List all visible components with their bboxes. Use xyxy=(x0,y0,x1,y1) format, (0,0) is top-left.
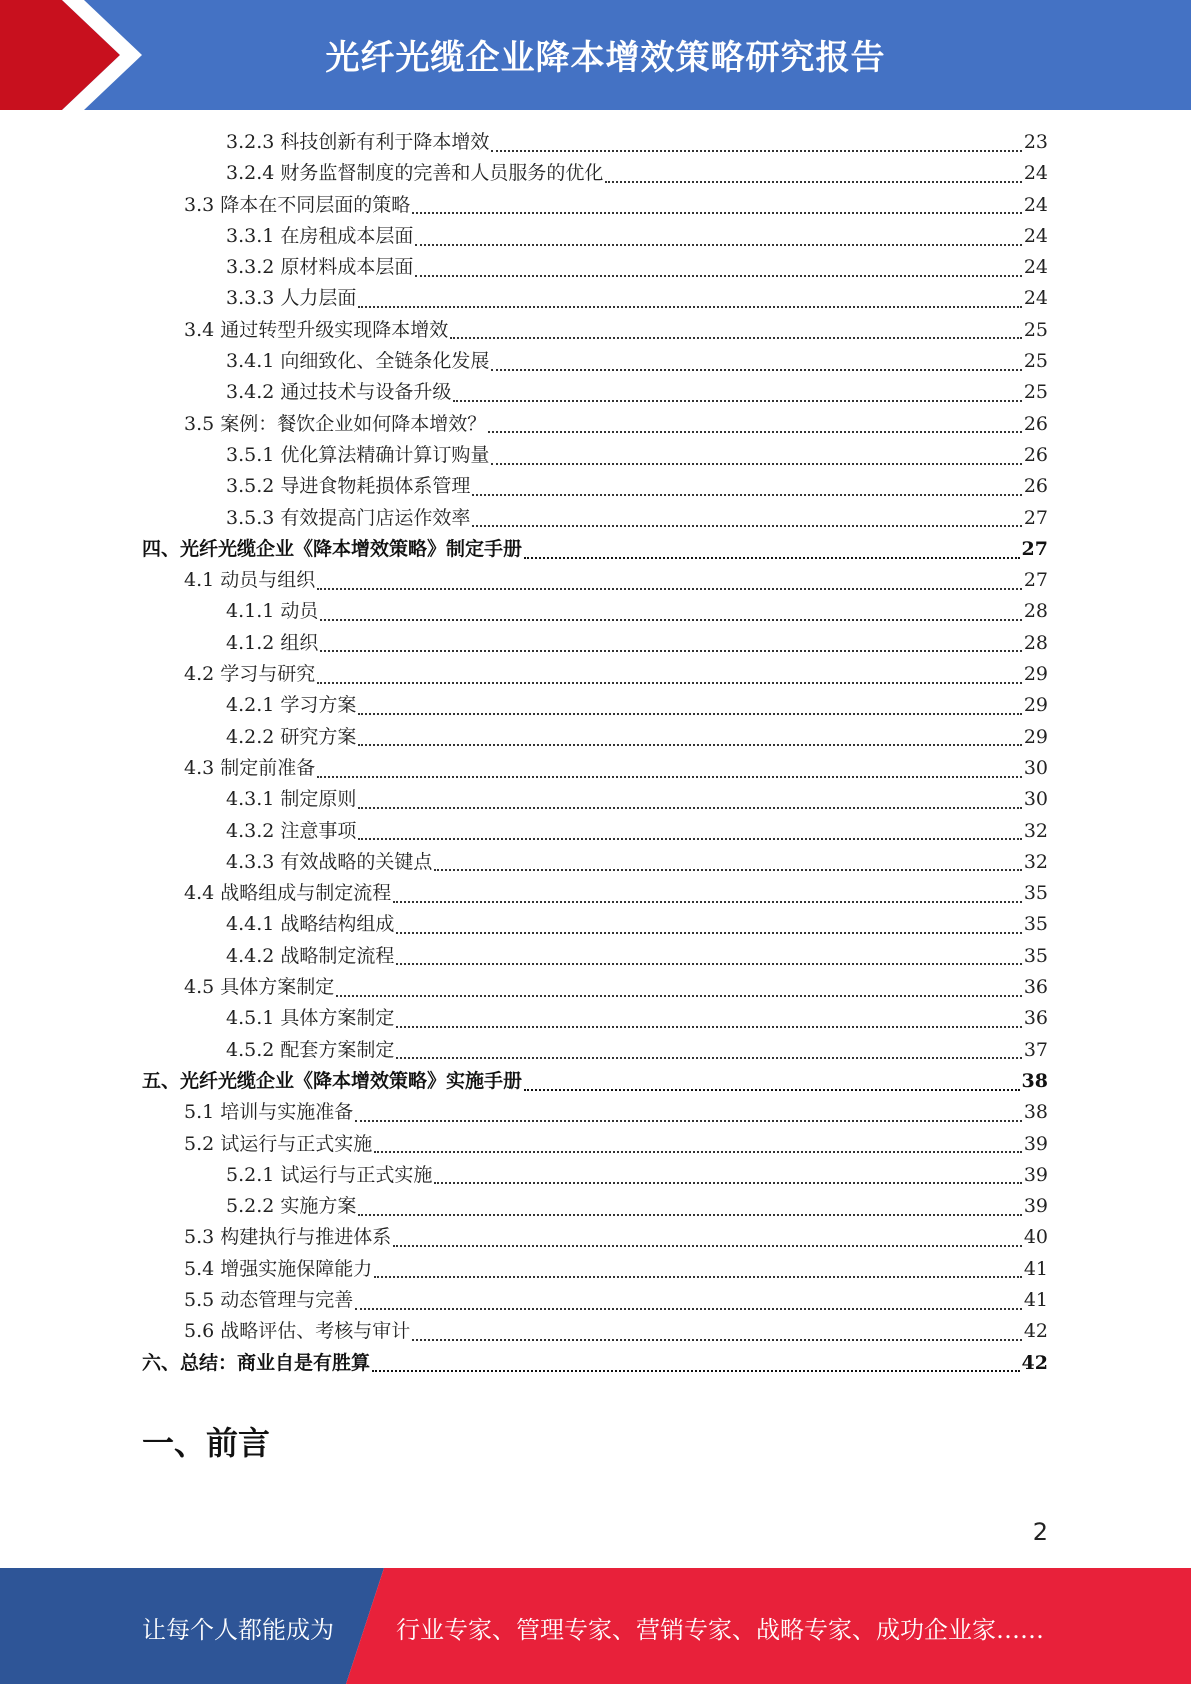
toc-entry[interactable] xyxy=(142,690,1048,721)
toc-entry[interactable] xyxy=(142,753,1048,784)
toc-entry[interactable] xyxy=(142,1066,1048,1097)
toc-entry-page: 26 xyxy=(1023,412,1048,435)
toc-leader-dots xyxy=(355,1120,1022,1122)
toc-entry-page: 26 xyxy=(1023,475,1048,498)
toc-entry[interactable] xyxy=(142,1348,1048,1379)
toc-entry-page: 41 xyxy=(1023,1288,1048,1311)
toc-entry-page: 39 xyxy=(1023,1163,1048,1186)
toc-leader-dots xyxy=(320,650,1021,652)
toc-entry[interactable] xyxy=(142,1160,1048,1191)
toc-leader-dots xyxy=(488,431,1022,433)
toc-entry-page: 25 xyxy=(1023,318,1048,341)
toc-entry[interactable] xyxy=(142,409,1048,440)
toc-entry-page: 29 xyxy=(1023,663,1048,686)
page-number: 2 xyxy=(1032,1518,1048,1546)
report-title: 光纤光缆企业降本增效策略研究报告 xyxy=(325,38,886,78)
toc-entry-page: 42 xyxy=(1023,1320,1048,1343)
toc-entry[interactable] xyxy=(142,315,1048,346)
toc-entry[interactable] xyxy=(142,1035,1048,1066)
toc-entry-title: 5.2.2 实施方案 xyxy=(226,1195,357,1218)
toc-entry-title: 3.2.4 财务监督制度的完善和人员服务的优化 xyxy=(226,162,604,185)
toc-entry-page: 41 xyxy=(1023,1257,1048,1280)
toc-entry-page: 32 xyxy=(1023,850,1048,873)
toc-entry-page: 27 xyxy=(1021,537,1048,560)
toc-leader-dots xyxy=(358,838,1021,840)
toc-leader-dots xyxy=(472,525,1021,527)
toc-entry-title: 3.5.1 优化算法精确计算订购量 xyxy=(226,443,490,466)
toc-entry[interactable] xyxy=(142,440,1048,471)
toc-entry[interactable] xyxy=(142,158,1048,189)
toc-entry-title: 5.5 动态管理与完善 xyxy=(184,1288,354,1311)
toc-leader-dots xyxy=(491,369,1021,371)
toc-entry-title: 4.3 制定前准备 xyxy=(184,756,316,779)
toc-leader-dots xyxy=(396,932,1021,934)
toc-leader-dots xyxy=(412,1339,1022,1341)
toc-entry-title: 5.6 战略评估、考核与审计 xyxy=(184,1320,411,1343)
toc-entry-title: 4.4.1 战略结构组成 xyxy=(226,913,395,936)
toc-leader-dots xyxy=(320,619,1021,621)
toc-entry-title: 4.5.1 具体方案制定 xyxy=(226,1007,395,1030)
toc-leader-dots xyxy=(317,776,1022,778)
toc-leader-dots xyxy=(415,244,1021,246)
toc-entry[interactable] xyxy=(142,1222,1048,1253)
toc-entry[interactable] xyxy=(142,1191,1048,1222)
table-of-contents xyxy=(142,127,1048,1379)
toc-leader-dots xyxy=(317,682,1022,684)
toc-entry-title: 六、总结：商业自是有胜算 xyxy=(142,1351,371,1374)
toc-entry-page: 36 xyxy=(1023,1007,1048,1030)
toc-entry[interactable] xyxy=(142,471,1048,502)
toc-entry-page: 24 xyxy=(1023,224,1048,247)
toc-entry[interactable] xyxy=(142,1285,1048,1316)
toc-entry-title: 4.1 动员与组织 xyxy=(184,569,316,592)
toc-entry-page: 29 xyxy=(1023,694,1048,717)
toc-leader-dots xyxy=(491,150,1021,152)
toc-entry[interactable] xyxy=(142,127,1048,158)
toc-entry-title: 3.5.3 有效提高门店运作效率 xyxy=(226,506,471,529)
toc-entry-title: 3.3.3 人力层面 xyxy=(226,287,357,310)
toc-entry[interactable] xyxy=(142,346,1048,377)
toc-leader-dots xyxy=(453,400,1021,402)
toc-leader-dots xyxy=(374,1276,1022,1278)
toc-leader-dots xyxy=(524,1089,1020,1091)
toc-entry-page: 24 xyxy=(1023,162,1048,185)
page-footer xyxy=(0,1568,1191,1684)
toc-entry[interactable] xyxy=(142,941,1048,972)
toc-entry-page: 25 xyxy=(1023,350,1048,373)
toc-entry[interactable] xyxy=(142,534,1048,565)
toc-entry-page: 30 xyxy=(1023,756,1048,779)
toc-entry-title: 4.3.1 制定原则 xyxy=(226,788,357,811)
toc-entry[interactable] xyxy=(142,659,1048,690)
toc-entry-title: 4.2.2 研究方案 xyxy=(226,725,357,748)
footer-slogan-right: 行业专家、管理专家、营销专家、战略专家、成功企业家…… xyxy=(396,1616,1044,1644)
toc-entry[interactable] xyxy=(142,784,1048,815)
toc-leader-dots xyxy=(415,275,1021,277)
toc-entry-page: 39 xyxy=(1023,1132,1048,1155)
toc-entry-title: 3.3 降本在不同层面的策略 xyxy=(184,193,411,216)
section-heading: 一、前言 xyxy=(142,1424,271,1462)
toc-entry-title: 3.4.1 向细致化、全链条化发展 xyxy=(226,350,490,373)
toc-leader-dots xyxy=(336,995,1022,997)
toc-entry-page: 35 xyxy=(1023,944,1048,967)
toc-leader-dots xyxy=(472,494,1021,496)
toc-entry[interactable] xyxy=(142,628,1048,659)
toc-leader-dots xyxy=(393,901,1022,903)
toc-entry-page: 39 xyxy=(1023,1195,1048,1218)
toc-entry[interactable] xyxy=(142,847,1048,878)
toc-entry-title: 3.4.2 通过技术与设备升级 xyxy=(226,381,452,404)
page-header xyxy=(0,0,1191,110)
toc-entry-title: 四、光纤光缆企业《降本增效策略》制定手册 xyxy=(142,537,523,560)
toc-entry[interactable] xyxy=(142,377,1048,408)
toc-entry-title: 5.4 增强实施保障能力 xyxy=(184,1257,373,1280)
toc-entry-title: 4.5.2 配套方案制定 xyxy=(226,1038,395,1061)
toc-entry[interactable] xyxy=(142,1129,1048,1160)
toc-entry-page: 28 xyxy=(1023,600,1048,623)
toc-leader-dots xyxy=(524,557,1020,559)
toc-entry-title: 3.3.2 原材料成本层面 xyxy=(226,256,414,279)
toc-entry-title: 4.4.2 战略制定流程 xyxy=(226,944,395,967)
toc-entry-title: 4.5 具体方案制定 xyxy=(184,976,335,999)
toc-entry-page: 38 xyxy=(1021,1069,1048,1092)
toc-entry-title: 4.1.1 动员 xyxy=(226,600,319,623)
toc-leader-dots xyxy=(396,1026,1021,1028)
toc-entry-title: 4.4 战略组成与制定流程 xyxy=(184,882,392,905)
toc-leader-dots xyxy=(396,963,1021,965)
toc-entry-page: 27 xyxy=(1023,569,1048,592)
toc-leader-dots xyxy=(434,869,1021,871)
toc-leader-dots xyxy=(355,1308,1022,1310)
toc-entry-title: 4.2 学习与研究 xyxy=(184,663,316,686)
toc-entry[interactable] xyxy=(142,596,1048,627)
toc-entry[interactable] xyxy=(142,283,1048,314)
toc-entry-title: 4.1.2 组织 xyxy=(226,631,319,654)
toc-entry[interactable] xyxy=(142,909,1048,940)
toc-entry-page: 28 xyxy=(1023,631,1048,654)
toc-entry[interactable] xyxy=(142,1097,1048,1128)
toc-entry-page: 35 xyxy=(1023,882,1048,905)
toc-entry-title: 3.2.3 科技创新有利于降本增效 xyxy=(226,131,490,153)
toc-entry-page: 35 xyxy=(1023,913,1048,936)
toc-entry-page: 42 xyxy=(1021,1351,1048,1374)
toc-entry[interactable] xyxy=(142,816,1048,847)
toc-entry-page: 32 xyxy=(1023,819,1048,842)
toc-entry-page: 38 xyxy=(1023,1101,1048,1124)
toc-entry-page: 24 xyxy=(1023,193,1048,216)
toc-leader-dots xyxy=(358,713,1021,715)
toc-entry-page: 25 xyxy=(1023,381,1048,404)
toc-leader-dots xyxy=(358,1214,1021,1216)
toc-entry[interactable] xyxy=(142,252,1048,283)
toc-leader-dots xyxy=(393,1245,1022,1247)
toc-entry-page: 36 xyxy=(1023,976,1048,999)
toc-leader-dots xyxy=(605,181,1021,183)
toc-entry-page: 23 xyxy=(1023,131,1048,153)
toc-entry[interactable] xyxy=(142,503,1048,534)
toc-leader-dots xyxy=(434,1182,1021,1184)
toc-entry-title: 4.3.3 有效战略的关键点 xyxy=(226,850,433,873)
toc-entry[interactable] xyxy=(142,722,1048,753)
toc-leader-dots xyxy=(358,807,1021,809)
toc-entry-page: 40 xyxy=(1023,1226,1048,1249)
toc-entry-title: 4.2.1 学习方案 xyxy=(226,694,357,717)
toc-entry-page: 26 xyxy=(1023,443,1048,466)
toc-entry[interactable] xyxy=(142,1316,1048,1347)
toc-entry-page: 27 xyxy=(1023,506,1048,529)
toc-leader-dots xyxy=(491,463,1021,465)
toc-entry-title: 5.2 试运行与正式实施 xyxy=(184,1132,373,1155)
toc-entry-title: 3.5.2 导进食物耗损体系管理 xyxy=(226,475,471,498)
toc-leader-dots xyxy=(358,744,1021,746)
toc-entry-title: 5.1 培训与实施准备 xyxy=(184,1101,354,1124)
footer-slogan-left: 让每个人都能成为 xyxy=(142,1616,334,1644)
toc-entry-title: 3.4 通过转型升级实现降本增效 xyxy=(184,318,449,341)
toc-leader-dots xyxy=(358,306,1021,308)
toc-entry-title: 3.3.1 在房租成本层面 xyxy=(226,224,414,247)
toc-leader-dots xyxy=(317,588,1022,590)
toc-leader-dots xyxy=(372,1370,1020,1372)
toc-entry[interactable] xyxy=(142,972,1048,1003)
toc-leader-dots xyxy=(374,1151,1022,1153)
toc-leader-dots xyxy=(396,1057,1021,1059)
toc-leader-dots xyxy=(412,212,1022,214)
toc-entry-page: 24 xyxy=(1023,287,1048,310)
toc-entry[interactable] xyxy=(142,1003,1048,1034)
toc-entry[interactable] xyxy=(142,1254,1048,1285)
toc-entry-page: 24 xyxy=(1023,256,1048,279)
toc-entry[interactable] xyxy=(142,878,1048,909)
toc-entry-page: 29 xyxy=(1023,725,1048,748)
toc-entry-title: 5.3 构建执行与推进体系 xyxy=(184,1226,392,1249)
toc-entry-page: 30 xyxy=(1023,788,1048,811)
toc-entry[interactable] xyxy=(142,190,1048,221)
toc-entry[interactable] xyxy=(142,565,1048,596)
toc-entry-title: 4.3.2 注意事项 xyxy=(226,819,357,842)
toc-leader-dots xyxy=(450,337,1022,339)
toc-entry-title: 5.2.1 试运行与正式实施 xyxy=(226,1163,433,1186)
toc-entry-page: 37 xyxy=(1023,1038,1048,1061)
toc-entry-title: 3.5 案例：餐饮企业如何降本增效？ xyxy=(184,412,487,435)
toc-entry[interactable] xyxy=(142,221,1048,252)
toc-entry-title: 五、光纤光缆企业《降本增效策略》实施手册 xyxy=(142,1069,523,1092)
